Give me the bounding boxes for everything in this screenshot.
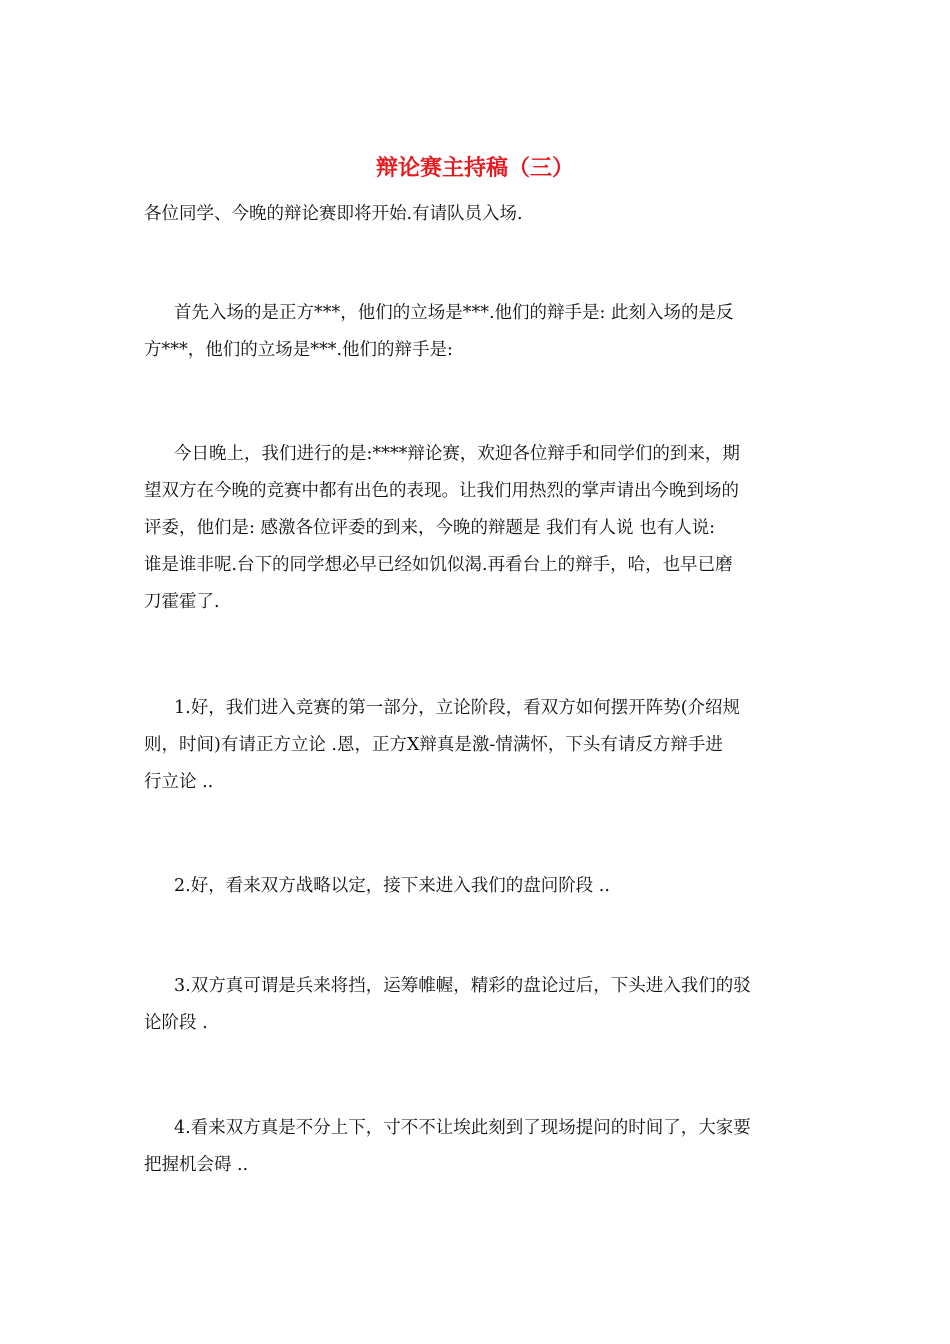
text-line: 各位同学、今晚的辩论赛即将开始.有请队员入场. <box>144 204 523 224</box>
text-line: 望双方在今晚的竞赛中都有出色的表现。让我们用热烈的掌声请出今晚到场的 <box>144 481 739 501</box>
text-line: 谁是谁非呢.台下的同学想必早已经如饥似渴.再看台上的辩手，哈，也早已磨 <box>144 555 733 575</box>
text-line: 论阶段 . <box>144 1013 208 1033</box>
paragraph-step-3 <box>144 968 804 1042</box>
text-line: 行立论 .. <box>144 772 214 792</box>
paragraph-step-4 <box>144 1110 804 1184</box>
text-line: 4.看来双方真是不分上下，寸不不让埃此刻到了现场提问的时间了，大家要 <box>174 1118 751 1138</box>
paragraph-step-1 <box>144 690 804 801</box>
text-line: 首先入场的是正方***，他们的立场是***.他们的辩手是: 此刻入场的是反 <box>174 303 734 323</box>
text-line: 3.双方真可谓是兵来将挡，运筹帷幄，精彩的盘论过后，下头进入我们的驳 <box>174 976 751 996</box>
text-line: 2.好，看来双方战略以定，接下来进入我们的盘问阶段 .. <box>174 876 610 896</box>
paragraph-intro <box>144 196 804 233</box>
text-line: 刀霍霍了. <box>144 592 220 612</box>
document-title: 辩论赛主持稿（三） <box>375 155 574 181</box>
paragraph-welcome <box>144 436 804 621</box>
text-line: 把握机会碍 .. <box>144 1155 249 1175</box>
text-line: 方***，他们的立场是***.他们的辩手是: <box>144 340 453 360</box>
text-line: 则，时间)有请正方立论 .恩，正方X辩真是激-情满怀，下头有请反方辩手进 <box>144 735 723 755</box>
text-line: 评委，他们是: 感激各位评委的到来，今晚的辩题是 我们有人说 也有人说: <box>144 518 715 538</box>
text-line: 今日晚上，我们进行的是:****辩论赛，欢迎各位辩手和同学们的到来，期 <box>174 444 740 464</box>
paragraph-step-2 <box>144 868 804 905</box>
text-line: 1.好，我们进入竞赛的第一部分，立论阶段，看双方如何摆开阵势(介绍规 <box>174 698 741 718</box>
paragraph-entrance <box>144 295 804 369</box>
